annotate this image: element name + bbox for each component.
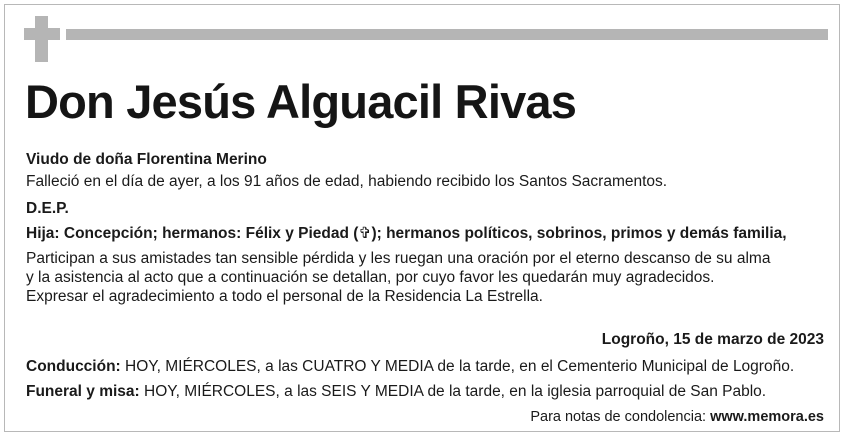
condolence-link[interactable]: www.memora.es [710,409,824,425]
conduccion-label: Conducción: [26,358,121,375]
death-line: Falleció en el día de ayer, a los 91 años de edad, habiendo recibido los Santos Sacramentos. [26,173,668,190]
funeral-line [26,382,766,401]
conduccion-text: HOY, MIÉRCOLES, a las CUATRO Y MEDIA de la tarde, en el Cementerio Municipal de Logroño. [120,358,795,375]
funeral-label: Funeral y misa: [26,383,140,400]
family-line: Hija: Concepción; hermanos: Félix y Piedad (✞); hermanos políticos, sobrinos, primos y demás familia, [26,225,787,242]
deceased-name: Don Jesús Alguacil Rivas [25,75,577,128]
funeral-text: HOY, MIÉRCOLES, a las SEIS Y MEDIA de la tarde, en la iglesia parroquial de San Pablo. [139,383,767,400]
body-line: Expresar el agradecimiento a todo el personal de la Residencia La Estrella. [26,288,543,305]
widow-line: Viudo de doña Florentina Merino [26,151,267,168]
cross-icon-bar [24,28,60,40]
condolence-label: Para notas de condolencia: [530,409,711,425]
body-line: y la asistencia al acto que a continuación se detallan, por cuyo favor les quedarán muy agradecidos. [26,269,715,286]
condolence-line [530,408,824,427]
dep-line: D.E.P. [26,200,69,217]
body-line: Participan a sus amistades tan sensible pérdida y les ruegan una oración por el eterno descanso de su alma [26,250,771,267]
header-rule [66,29,828,40]
place-date: Logroño, 15 de marzo de 2023 [601,331,824,348]
conduccion-line [26,357,794,376]
